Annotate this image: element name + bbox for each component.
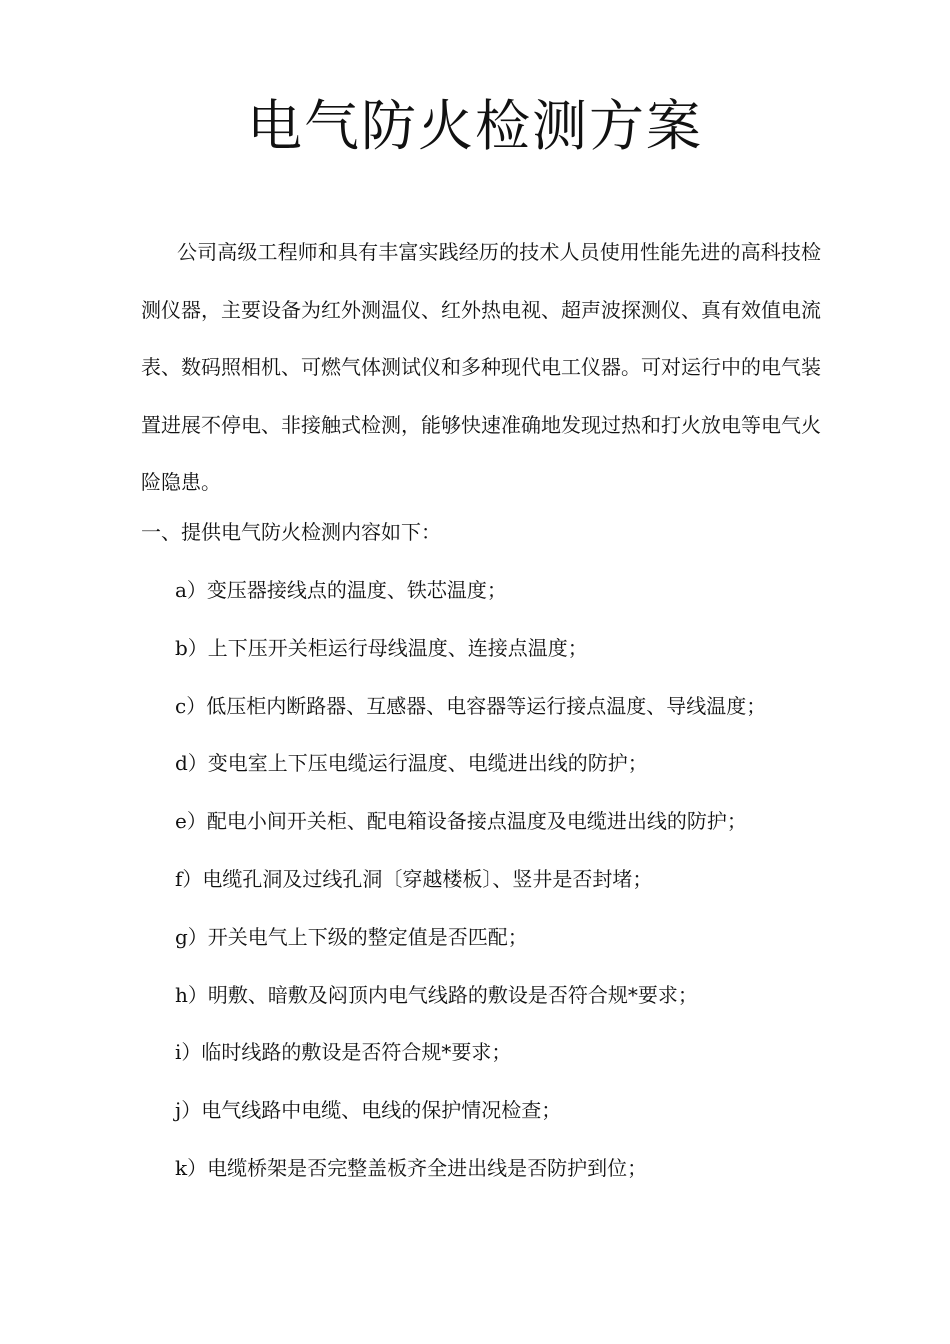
list-item: f）电缆孔洞及过线孔洞〔穿越楼板〕、竖井是否封堵；	[175, 866, 653, 891]
document-title: 电气防火检测方案	[246, 94, 703, 158]
list-item: a）变压器接线点的温度、铁芯温度；	[175, 578, 507, 602]
section-heading: 一、提供电气防火检测内容如下：	[141, 520, 441, 544]
list-item: b）上下压开关柜运行母线温度、连接点温度；	[175, 635, 588, 660]
list-item: k）电缆桥架是否完整盖板齐全进出线是否防护到位；	[175, 1155, 648, 1180]
intro-paragraph: 公司高级工程师和具有丰富实践经历的技术人员使用性能先进的高科技检测仪器，主要设备为红外测温仪、红外热电视、超声波探测仪、真有效值电流表、数码照相机、可燃气体测试仪和多种现代电工仪器。可对运行中的电气装置进展不停电、非接触式检测，能够快速准确地发现过热和打火放电等电气火险隐患。	[141, 240, 821, 494]
list-item: h）明敷、暗敷及闷顶内电气线路的敷设是否符合规*要求；	[175, 982, 698, 1007]
list-item: g）开关电气上下级的整定值是否匹配；	[175, 924, 528, 949]
list-item: d）变电室上下压电缆运行温度、电缆进出线的防护；	[175, 751, 648, 776]
list-item: e）配电小间开关柜、配电箱设备接点温度及电缆进出线的防护；	[175, 809, 747, 834]
list-item: c）低压柜内断路器、互感器、电容器等运行接点温度、导线温度；	[175, 693, 767, 718]
inspection-item-list	[175, 568, 766, 1204]
list-item: i）临时线路的敷设是否符合规*要求；	[175, 1040, 512, 1065]
list-item: j）电气线路中电缆、电线的保护情况检查；	[175, 1098, 562, 1123]
